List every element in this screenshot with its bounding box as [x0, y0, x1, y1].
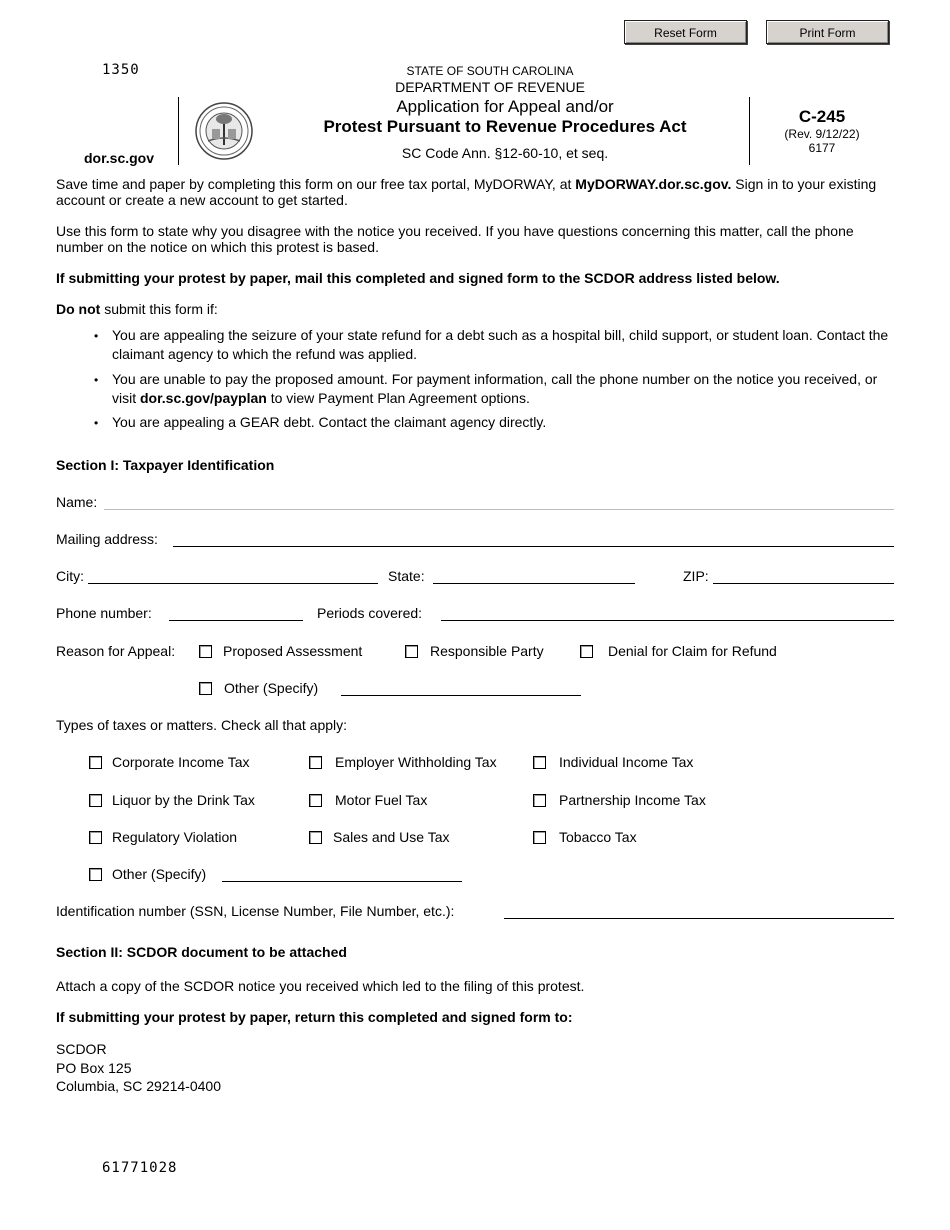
mydorway-link: MyDORWAY.dor.sc.gov.: [575, 176, 732, 192]
individual-income-tax-label: Individual Income Tax: [559, 754, 694, 770]
payplan-link: dor.sc.gov/payplan: [140, 390, 267, 406]
employer-withholding-tax-checkbox[interactable]: [309, 756, 322, 769]
form-code-top: 1350: [102, 62, 140, 78]
tax-other-checkbox[interactable]: [89, 868, 102, 881]
tobacco-tax-label: Tobacco Tax: [559, 829, 637, 845]
partnership-income-tax-label: Partnership Income Tax: [559, 792, 706, 808]
intro-paragraph-4: Do not submit this form if:: [56, 301, 218, 317]
reason-other-input[interactable]: [341, 680, 581, 696]
bullet-2: You are unable to pay the proposed amount. For payment information, call the phone number on the notice you received, or visit dor.sc.gov/payplan to view Payment Plan Agreement options.: [112, 371, 878, 406]
return-address-line1: SCDOR: [56, 1041, 107, 1057]
return-address-line3: Columbia, SC 29214-0400: [56, 1078, 221, 1094]
website-link: dor.sc.gov: [84, 150, 155, 166]
form-number: C-245: [798, 107, 846, 126]
section-2-title: Section II: SCDOR document to be attached: [56, 944, 347, 960]
bullet-1: You are appealing the seizure of your state refund for a debt such as a hospital bill, child support, or student loan. Contact the claimant agency to which the refund was applied.: [112, 327, 889, 362]
city-input[interactable]: [88, 568, 378, 584]
tobacco-tax-checkbox[interactable]: [533, 831, 546, 844]
section-1-title: Section I: Taxpayer Identification: [56, 457, 275, 473]
reason-other-label: Other (Specify): [224, 680, 319, 696]
denial-claim-refund-checkbox[interactable]: [580, 645, 593, 658]
identification-number-input[interactable]: [504, 903, 894, 919]
bullet-1-marker: •: [94, 329, 99, 343]
periods-covered-input[interactable]: [441, 605, 894, 621]
sales-use-tax-checkbox[interactable]: [309, 831, 322, 844]
identification-number-label: Identification number (SSN, License Number, File Number, etc.):: [56, 903, 455, 919]
corporate-income-tax-checkbox[interactable]: [89, 756, 102, 769]
reason-for-appeal-label: Reason for Appeal:: [56, 643, 176, 659]
partnership-income-tax-checkbox[interactable]: [533, 794, 546, 807]
return-address: [56, 1040, 221, 1096]
bullet-3-marker: •: [94, 416, 99, 430]
liquor-drink-tax-checkbox[interactable]: [89, 794, 102, 807]
types-of-taxes-label: Types of taxes or matters. Check all that apply:: [56, 717, 348, 733]
employer-withholding-tax-label: Employer Withholding Tax: [335, 754, 497, 770]
form-title-line1: Application for Appeal and/or: [396, 97, 614, 116]
tax-other-label: Other (Specify): [112, 866, 207, 882]
return-address-heading: If submitting your protest by paper, return this completed and signed form to:: [56, 1009, 573, 1025]
bullet-3: You are appealing a GEAR debt. Contact the claimant agency directly.: [112, 414, 547, 430]
regulatory-violation-label: Regulatory Violation: [112, 829, 238, 845]
section-2-text: Attach a copy of the SCDOR notice you received which led to the filing of this protest.: [56, 978, 585, 994]
zip-input[interactable]: [713, 568, 894, 584]
header-divider-left: [178, 97, 179, 165]
mailing-address-label: Mailing address:: [56, 531, 158, 547]
corporate-income-tax-label: Corporate Income Tax: [112, 754, 250, 770]
intro-paragraph-3: If submitting your protest by paper, mail this completed and signed form to the SCDOR address listed below.: [56, 270, 780, 286]
reset-form-button[interactable]: Reset Form: [624, 20, 747, 44]
tax-other-input[interactable]: [222, 866, 462, 882]
proposed-assessment-checkbox[interactable]: [199, 645, 212, 658]
form-title-line2: Protest Pursuant to Revenue Procedures Act: [323, 117, 687, 136]
header-divider-right: [749, 97, 750, 165]
periods-covered-label: Periods covered:: [317, 605, 423, 621]
state-seal-icon: [194, 101, 254, 161]
state-input[interactable]: [433, 568, 635, 584]
phone-input[interactable]: [169, 605, 303, 621]
form-id: 6177: [808, 141, 836, 155]
liquor-drink-tax-label: Liquor by the Drink Tax: [112, 792, 255, 808]
return-address-line2: PO Box 125: [56, 1059, 132, 1076]
sales-use-tax-label: Sales and Use Tax: [333, 829, 450, 845]
form-revision: (Rev. 9/12/22): [784, 127, 860, 141]
bullet-2-marker: •: [94, 373, 99, 387]
motor-fuel-tax-label: Motor Fuel Tax: [335, 792, 428, 808]
motor-fuel-tax-checkbox[interactable]: [309, 794, 322, 807]
state-name: STATE OF SOUTH CAROLINA: [406, 64, 574, 78]
regulatory-violation-checkbox[interactable]: [89, 831, 102, 844]
reason-other-checkbox[interactable]: [199, 682, 212, 695]
individual-income-tax-checkbox[interactable]: [533, 756, 546, 769]
code-reference: SC Code Ann. §12-60-10, et seq.: [401, 145, 609, 161]
name-input[interactable]: [104, 494, 894, 510]
department-name: DEPARTMENT OF REVENUE: [395, 79, 585, 95]
name-label: Name:: [56, 494, 98, 510]
responsible-party-checkbox[interactable]: [405, 645, 418, 658]
proposed-assessment-label: Proposed Assessment: [223, 643, 363, 659]
state-label: State:: [388, 568, 425, 584]
barcode-number: 61771028: [102, 1160, 178, 1176]
phone-label: Phone number:: [56, 605, 152, 621]
intro-paragraph-2: Use this form to state why you disagree with the notice you received. If you have questions concerning this matter, call the phone number on the notice on which this protest is based.: [56, 223, 854, 255]
zip-label: ZIP:: [683, 568, 709, 584]
intro-paragraph-1: Save time and paper by completing this form on our free tax portal, MyDORWAY, at MyDORWAY.dor.sc.gov. Sign in to your existing account or create a new account to get started.: [56, 176, 877, 208]
responsible-party-label: Responsible Party: [430, 643, 544, 659]
city-label: City:: [56, 568, 84, 584]
mailing-address-input[interactable]: [173, 531, 894, 547]
print-form-button[interactable]: Print Form: [766, 20, 889, 44]
denial-claim-refund-label: Denial for Claim for Refund: [608, 643, 777, 659]
